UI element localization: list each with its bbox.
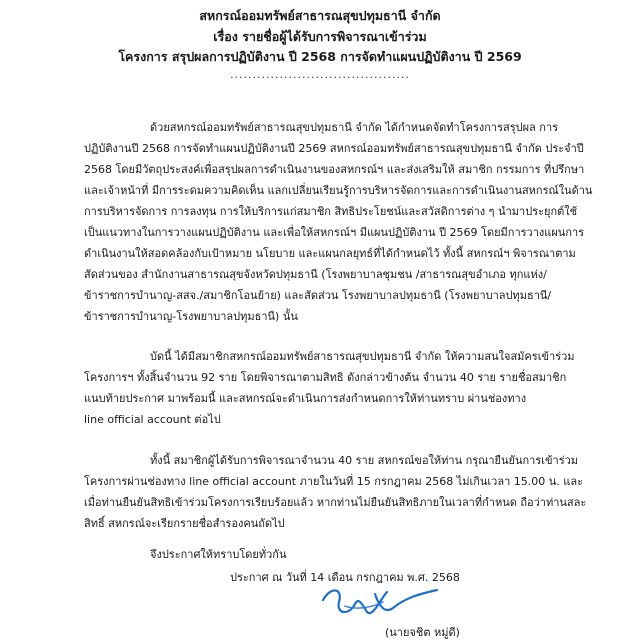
- paragraph-1-line: ปฏิบัติงานปี 2568 การจัดทำแผนปฏิบัติงานปี 2569 สหกรณ์ออมทรัพย์สาธารณสุขปทุมธานี จำกัด ประจำปี: [84, 142, 584, 155]
- paragraph-2-line: โครงการฯ ทั้งสิ้นจำนวน 92 ราย โดยพิจารณาตามสิทธิ ดังกล่าวข้างต้น จำนวน 40 ราย รายชื่อสมาชิก: [84, 371, 567, 384]
- paragraph-1-line: ด้วยสหกรณ์ออมทรัพย์สาธารณสุขปทุมธานี จำกัด ได้กำหนดจัดทำโครงการสรุปผล การ: [150, 121, 559, 134]
- paragraph-1-line: และเจ้าหน้าที่ มีการระดมความคิดเห็น แลกเปลี่ยนเรียนรู้การบริหารจัดการและการดำเนินงานสหกรณ์ในด้าน: [84, 184, 593, 197]
- paragraph-2-line: แนบท้ายประกาศ มาพร้อมนี้ และสหกรณ์จะดำเนินการส่งกำหนดการให้ท่านทราบ ผ่านช่องทาง: [84, 392, 527, 405]
- paragraph-1-line: การบริหารจัดการ การลงทุน การให้บริการแก่สมาชิก สิทธิประโยชน์และสวัสดิการต่าง ๆ นำมาประยุกต์ใช้: [84, 205, 578, 218]
- paragraph-1-line: 2568 โดยมีวัตถุประสงค์เพื่อสรุปผลการดำเนินงานของสหกรณ์ฯ และส่งเสริมให้ สมาชิก กรรมการ ที่ปรึกษา: [84, 163, 585, 176]
- signature-image: [315, 584, 445, 624]
- paragraph-1-line: เป็นแนวทางในการวางแผนปฏิบัติงาน และเพื่อให้สหกรณ์ฯ มีแผนปฏิบัติงาน ปี 2569 โดยมีการวางแผนการ: [84, 226, 585, 239]
- paragraph-1-line: ข้าราชการบำนาญ-สสจ./สมาชิกโอนย้าย) และสัดส่วน โรงพยาบาลปทุมธานี (โรงพยาบาลปทุมธานี/: [84, 289, 552, 302]
- signatory-name: (นายจชิต หมู่ดี): [385, 626, 460, 639]
- organization-title: สหกรณ์ออมทรัพย์สาธารณสุขปทุมธานี จำกัด: [199, 8, 441, 23]
- paragraph-2-line: line official account ต่อไป: [84, 413, 221, 426]
- paragraph-1-line: ดำเนินงานให้สอดคล้องกับเป้าหมาย นโยบาย และแผนกลยุทธ์ที่ได้กำหนดไว้ ทั้งนี้ สหกรณ์ฯ พิจารณาตาม: [84, 247, 576, 260]
- paragraph-3-line: โครงการผ่านช่องทาง line official account ภายในวันที่ 15 กรกฎาคม 2568 ไม่เกินเวลา 15.00 น. และ: [84, 475, 584, 488]
- closing-statement: จึงประกาศให้ทราบโดยทั่วกัน: [150, 548, 287, 561]
- subject-line: เรื่อง รายชื่อผู้ได้รับการพิจารณาเข้าร่วม: [213, 29, 427, 44]
- header-separator: ........................................: [230, 68, 410, 81]
- paragraph-3-line: ทั้งนี้ สมาชิกผู้ได้รับการพิจารณาจำนวน 40 ราย สหกรณ์ขอให้ท่าน กรุณายืนยันการเข้าร่วม: [150, 454, 579, 467]
- announcement-date: ประกาศ ณ วันที่ 14 เดือน กรกฎาคม พ.ศ. 2568: [230, 571, 460, 584]
- paragraph-1-line: ข้าราชการบำนาญ-โรงพยาบาลปทุมธานี) นั้น: [84, 310, 298, 323]
- paragraph-3-line: สิทธิ์ สหกรณ์จะเรียกรายชื่อสำรองคนถัดไป: [84, 517, 285, 530]
- paragraph-2-line: บัดนี้ ได้มีสมาชิกสหกรณ์ออมทรัพย์สาธารณสุขปทุมธานี จำกัด ให้ความสนใจสมัครเข้าร่วม: [150, 350, 575, 363]
- project-title: โครงการ สรุปผลการปฏิบัติงาน ปี 2568 การจัดทำแผนปฏิบัติงาน ปี 2569: [118, 49, 522, 64]
- paragraph-3-line: เมื่อท่านยืนยันสิทธิเข้าร่วมโครงการเรียบร้อยแล้ว หากท่านไม่ยืนยันสิทธิภายในเวลาที่กำหนด ถือว่าท่านสละ: [84, 496, 587, 509]
- paragraph-1-line: สัดส่วนของ สำนักงานสาธารณสุขจังหวัดปทุมธานี (โรงพยาบาลชุมชน /สาธารณสุขอำเภอ ทุกแห่ง/: [84, 268, 547, 281]
